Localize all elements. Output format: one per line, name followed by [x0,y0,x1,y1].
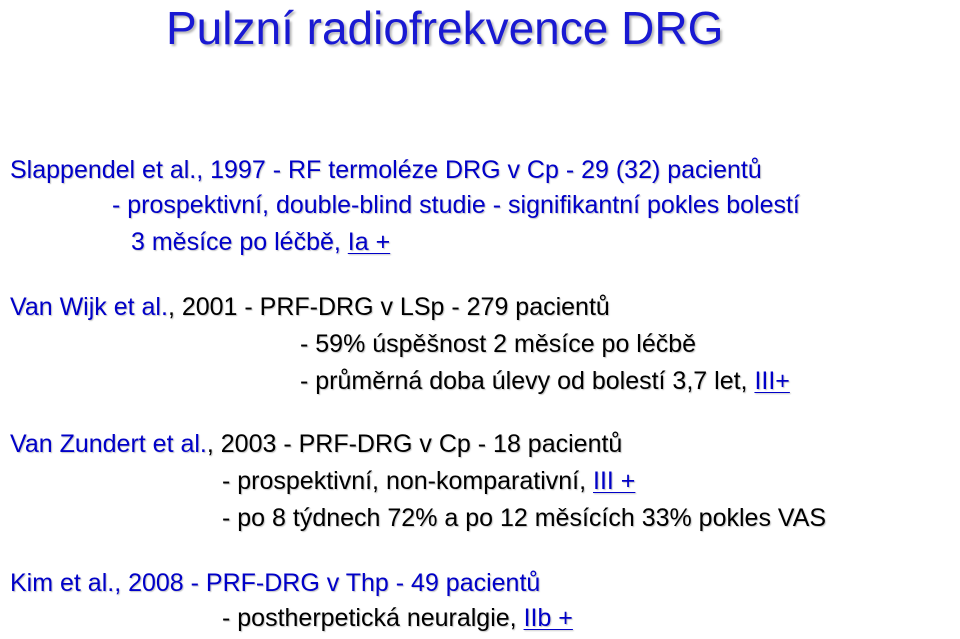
study-details: , 2008 - PRF-DRG v Thp - 49 pacientů [114,569,541,597]
study-details: , 2001 - PRF-DRG v LSp - 279 pacientů [167,293,610,321]
study-detail-line [112,189,800,221]
detail-text: - 59% úspěšnost 2 měsíce po léčbě [300,330,697,358]
study-detail-line [131,226,390,258]
study-details: , 2003 - PRF-DRG v Cp - 18 pacientů [206,430,623,458]
study-heading-kim [10,567,540,599]
study-detail-line [300,328,696,360]
detail-text: - postherpetická neuralgie, [222,604,524,632]
detail-text: - po 8 týdnech 72% a po 12 měsících 33% pokles VAS [222,504,827,532]
detail-text: - prospektivní, double-blind studie - signifikantní pokles bolestí [112,191,800,219]
study-detail-line [222,502,826,534]
study-detail-line [300,365,790,397]
study-detail-line [222,465,635,497]
detail-text: - průměrná doba úlevy od bolestí 3,7 let, [300,367,755,395]
evidence-level: III+ [754,367,790,395]
slide-title: Pulzní radiofrekvence DRG [166,2,724,54]
study-heading-slappendel [10,154,762,186]
detail-text: - prospektivní, non-komparativní, [222,467,593,495]
study-author: Slappendel et al. [10,156,197,184]
study-heading-van-zundert [10,428,622,460]
study-author: Kim et al. [10,569,115,597]
evidence-level: Ia + [347,228,391,256]
study-detail-line [222,602,573,634]
study-heading-van-wijk [10,291,610,323]
study-author: Van Zundert et al. [10,430,207,458]
study-author: Van Wijk et al. [10,293,168,321]
evidence-level: IIb + [523,604,573,632]
detail-text: 3 měsíce po léčbě, [131,228,348,256]
evidence-level: III + [593,467,636,495]
study-details: , 1997 - RF termoléze DRG v Cp - 29 (32) pacientů [196,156,762,184]
